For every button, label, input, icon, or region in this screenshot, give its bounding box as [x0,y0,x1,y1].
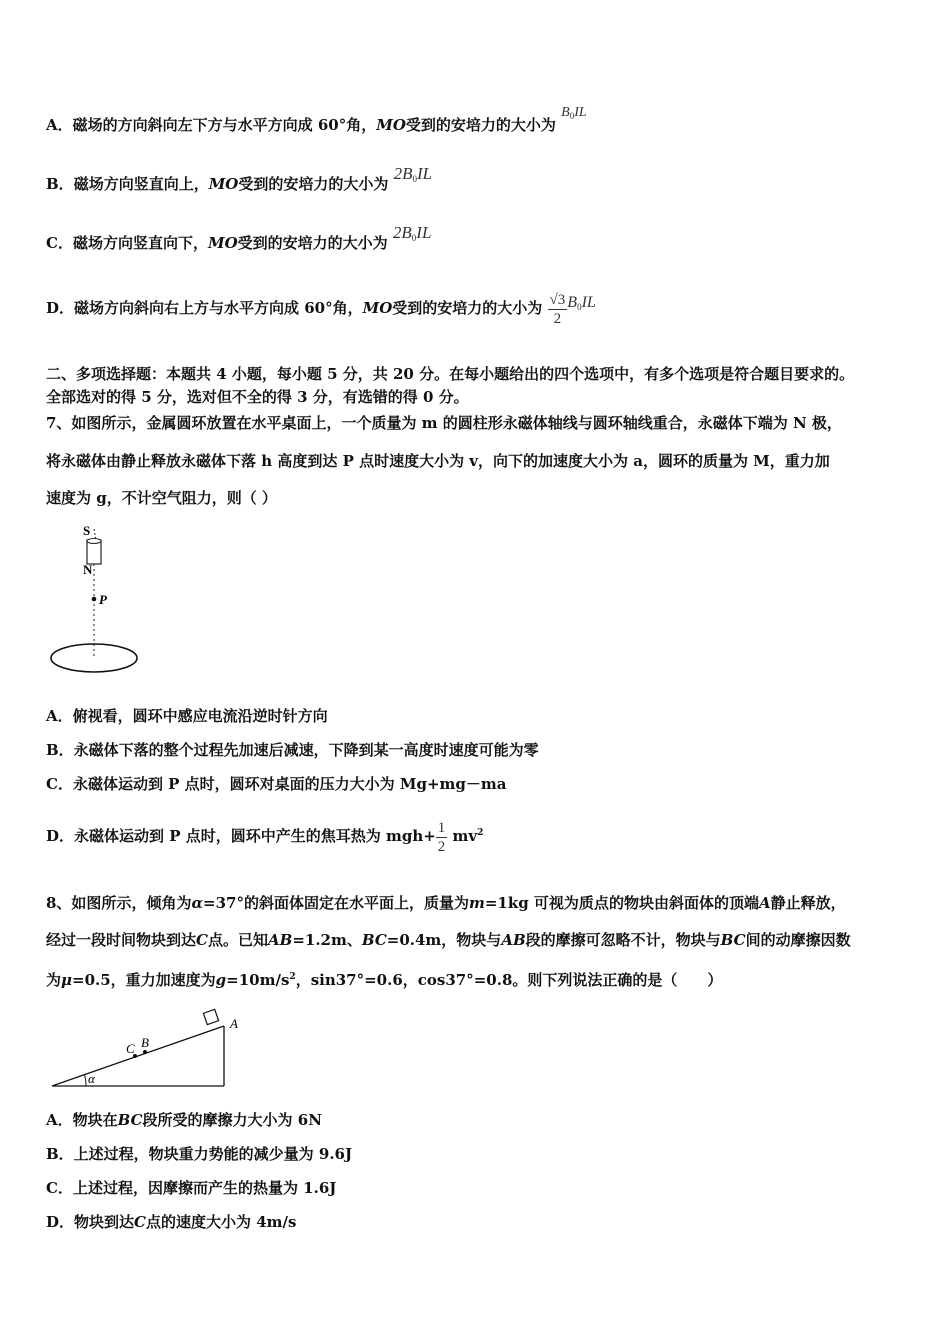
q7-stem-line2: 将永磁体由静止释放永磁体下落 h 高度到达 P 点时速度大小为 v，向下的加速度大小为 a，圆环的质量为 M，重力加 [46,452,830,470]
p-label: P [99,592,107,607]
q7-stem-line1: 7、如图所示，金属圆环放置在水平桌面上，一个质量为 m 的圆柱形永磁体轴线与圆环轴线重合，永磁体下端为 N 极， [46,414,842,432]
section-heading: 二、多项选择题：本题共 4 小题，每小题 5 分，共 20 分。在每小题给出的四个选项中，有多个选项是符合题目要求的。 [46,365,855,383]
q7-option-c: C．永磁体运动到 P 点时，圆环对桌面的压力大小为 Mg+mg－ma [46,775,507,793]
q7-option-d: D．永磁体运动到 P 点时，圆环中产生的焦耳热为 mgh+ $\frac{1}{2}$ $mv^2$ [46,819,484,855]
formula-c: $2B_0IL$ [392,223,432,243]
fraction-one-half: $\frac{1}{2}$ [437,819,446,855]
point-b [143,1050,147,1054]
q7-stem-line3: 速度为 g，不计空气阻力，则（ ） [46,489,277,507]
section-heading-line2: 全部选对的得 5 分，选对但不全的得 3 分，有选错的得 0 分。 [46,388,469,406]
q8-incline-figure [46,1004,256,1094]
label-b: B [141,1035,149,1050]
q6-option-a: A．磁场的方向斜向左下方与水平方向成 60°角，MO受到的安培力的大小为 $B_0IL$ [46,105,587,134]
q8-option-d: D．物块到达C点的速度大小为 4m/s [46,1213,297,1231]
q7-option-b: B．永磁体下落的整个过程先加速后减速，下降到某一高度时速度可能为零 [46,741,539,759]
q7-magnet-ring-figure [40,518,150,680]
formula-a: $B_0IL$ [561,105,587,121]
q8-option-c: C．上述过程，因摩擦而产生的热量为 1.6J [46,1179,337,1197]
n-pole-label: N [83,562,93,577]
alpha-label: α [88,1071,95,1086]
q8-option-b: B．上述过程，物块重力势能的减少量为 9.6J [46,1145,353,1163]
formula-b: $2B_0IL$ [393,164,433,184]
incline-surface [52,1026,224,1086]
q8-option-a: A．物块在BC段所受的摩擦力大小为 6N [46,1111,322,1129]
q7-option-a: A．俯视看，圆环中感应电流沿逆时针方向 [46,707,328,725]
label-c: C [126,1041,135,1056]
block [203,1009,218,1024]
fraction-sqrt3-over-2: $\frac{√3}{2}$ [549,291,566,327]
q8-stem-line2: 经过一段时间物块到达C点。已知AB=1.2m、BC=0.4m，物块与AB段的摩擦可忽略不计，物块与BC间的动摩擦因数 [46,931,851,949]
label-a: A [230,1016,238,1031]
q6-option-d: D．磁场方向斜向右上方与水平方向成 60°角，MO受到的安培力的大小为 $\frac{√3}{2}$ $B_0IL$ [46,291,596,327]
q6-option-b: B．磁场方向竖直向上，MO受到的安培力的大小为 $2B_0IL$ [46,164,433,193]
q6-option-c: C．磁场方向竖直向下，MO受到的安培力的大小为 $2B_0IL$ [46,223,432,252]
point-p [92,597,97,602]
q8-stem-line1: 8、如图所示，倾角为α=37°的斜面体固定在水平面上，质量为m=1kg 可视为质点的物块由斜面体的顶端A静止释放， [46,894,846,912]
s-pole-label: S [83,523,91,538]
q8-stem-line3: 为μ=0.5，重力加速度为$g=10m/s^2$，sin37°=0.6，cos37°=0.8。则下列说法正确的是（ ） [46,971,723,989]
